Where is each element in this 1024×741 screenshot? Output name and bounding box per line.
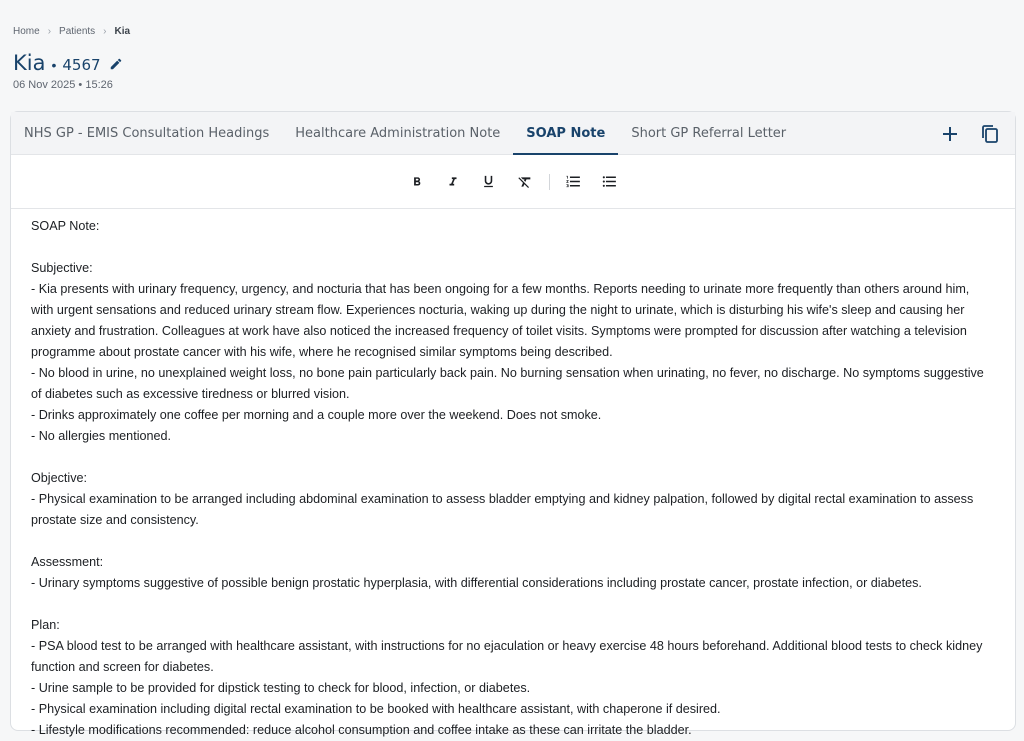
chevron-right-icon: › xyxy=(47,26,52,37)
editor-line: - Urine sample to be provided for dipstick testing to check for blood, infection, or diabetes. xyxy=(31,681,531,695)
formatting-toolbar xyxy=(11,155,1015,209)
tab-healthcare-administration-note[interactable]: Healthcare Administration Note xyxy=(295,125,501,141)
editor-line: Assessment: xyxy=(31,555,104,569)
toolbar-divider xyxy=(549,174,550,190)
editor-line xyxy=(31,447,995,468)
editor-line: - Kia presents with urinary frequency, urgency, and nocturia that has been ongoing for a few months. Reports needing to urinate more frequently than others around him, with urgent sensations and reduced urinary stream flow. Experiences nocturia, waking up during the night to urinate, which is disturbing his wife's sleep and causing her anxiety and frustration. Colleagues at work have also noticed the increased frequency of toilet visits. Symptoms were prompted for discussion after watching a television programme about prostate cancer with his wife, where he recognised similar symptoms being described. xyxy=(31,282,973,359)
tab-soap-note[interactable]: SOAP Note xyxy=(513,112,618,154)
editor-line xyxy=(31,594,995,615)
note-card xyxy=(10,111,1016,737)
tab-emis-consultation-headings[interactable]: NHS GP - EMIS Consultation Headings xyxy=(24,125,270,141)
editor-line: - Drinks approximately one coffee per morning and a couple more over the weekend. Does not smoke. xyxy=(31,408,602,422)
editor-line: - No blood in urine, no unexplained weight loss, no bone pain particularly back pain. No burning sensation when urinating, no fever, no discharge. No symptoms suggestive of diabetes such as excessive tiredness or blurred vision. xyxy=(31,366,988,401)
numbered-list-button[interactable] xyxy=(556,167,592,197)
patient-name: Kia xyxy=(13,51,46,75)
italic-icon xyxy=(446,175,460,189)
plus-icon xyxy=(942,126,958,142)
clear-format-icon xyxy=(517,174,533,190)
bold-icon xyxy=(410,175,424,189)
editor-line: SOAP Note: xyxy=(31,219,100,233)
clear-format-button[interactable] xyxy=(507,167,543,197)
breadcrumb-patients[interactable]: Patients xyxy=(59,26,96,37)
editor-line: Subjective: xyxy=(31,261,93,275)
numbered-list-icon xyxy=(565,173,582,190)
patient-id: 4567 xyxy=(62,56,101,74)
chevron-right-icon: › xyxy=(103,26,107,37)
copy-icon xyxy=(981,124,999,144)
editor-line: - No allergies mentioned. xyxy=(31,429,172,443)
editor-line xyxy=(31,237,995,258)
pencil-icon[interactable] xyxy=(109,57,123,71)
note-editor[interactable] xyxy=(11,209,1015,737)
editor-line: - Lifestyle modifications recommended: reduce alcohol consumption and coffee intake as these can irritate the bladder. xyxy=(31,723,692,737)
editor-line xyxy=(31,531,995,552)
bulleted-list-icon xyxy=(601,173,618,190)
italic-button[interactable] xyxy=(435,167,471,197)
editor-line: - PSA blood test to be arranged with healthcare assistant, with instructions for no ejaculation or heavy exercise 48 hours beforehand. Additional blood tests to check kidney function and screen for diabetes. xyxy=(31,639,986,674)
tab-short-gp-referral-letter[interactable]: Short GP Referral Letter xyxy=(631,125,787,141)
tab-bar xyxy=(11,112,1015,155)
editor-line: Objective: xyxy=(31,471,87,485)
page-title xyxy=(13,51,123,75)
underline-icon xyxy=(481,174,496,189)
editor-line: - Physical examination including digital rectal examination to be booked with healthcare assistant, with chaperone if desired. xyxy=(31,702,721,716)
editor-line: Plan: xyxy=(31,618,60,632)
underline-button[interactable] xyxy=(471,167,507,197)
copy-button[interactable] xyxy=(979,123,1001,145)
bold-button[interactable] xyxy=(399,167,435,197)
tab-actions xyxy=(939,112,1001,155)
bulleted-list-button[interactable] xyxy=(592,167,628,197)
breadcrumb-current: Kia xyxy=(114,26,131,37)
title-separator: • xyxy=(51,57,57,73)
consultation-datetime: 06 Nov 2025 • 15:26 xyxy=(13,79,113,91)
breadcrumb-home[interactable]: Home xyxy=(13,26,40,37)
breadcrumb xyxy=(13,26,130,37)
editor-line: - Physical examination to be arranged including abdominal examination to assess bladder emptying and kidney palpation, followed by digital rectal examination to assess prostate size and consistency. xyxy=(31,492,977,527)
add-note-button[interactable] xyxy=(939,123,961,145)
editor-line: - Urinary symptoms suggestive of possible benign prostatic hyperplasia, with differential considerations including prostate cancer, prostate infection, or diabetes. xyxy=(31,576,922,590)
